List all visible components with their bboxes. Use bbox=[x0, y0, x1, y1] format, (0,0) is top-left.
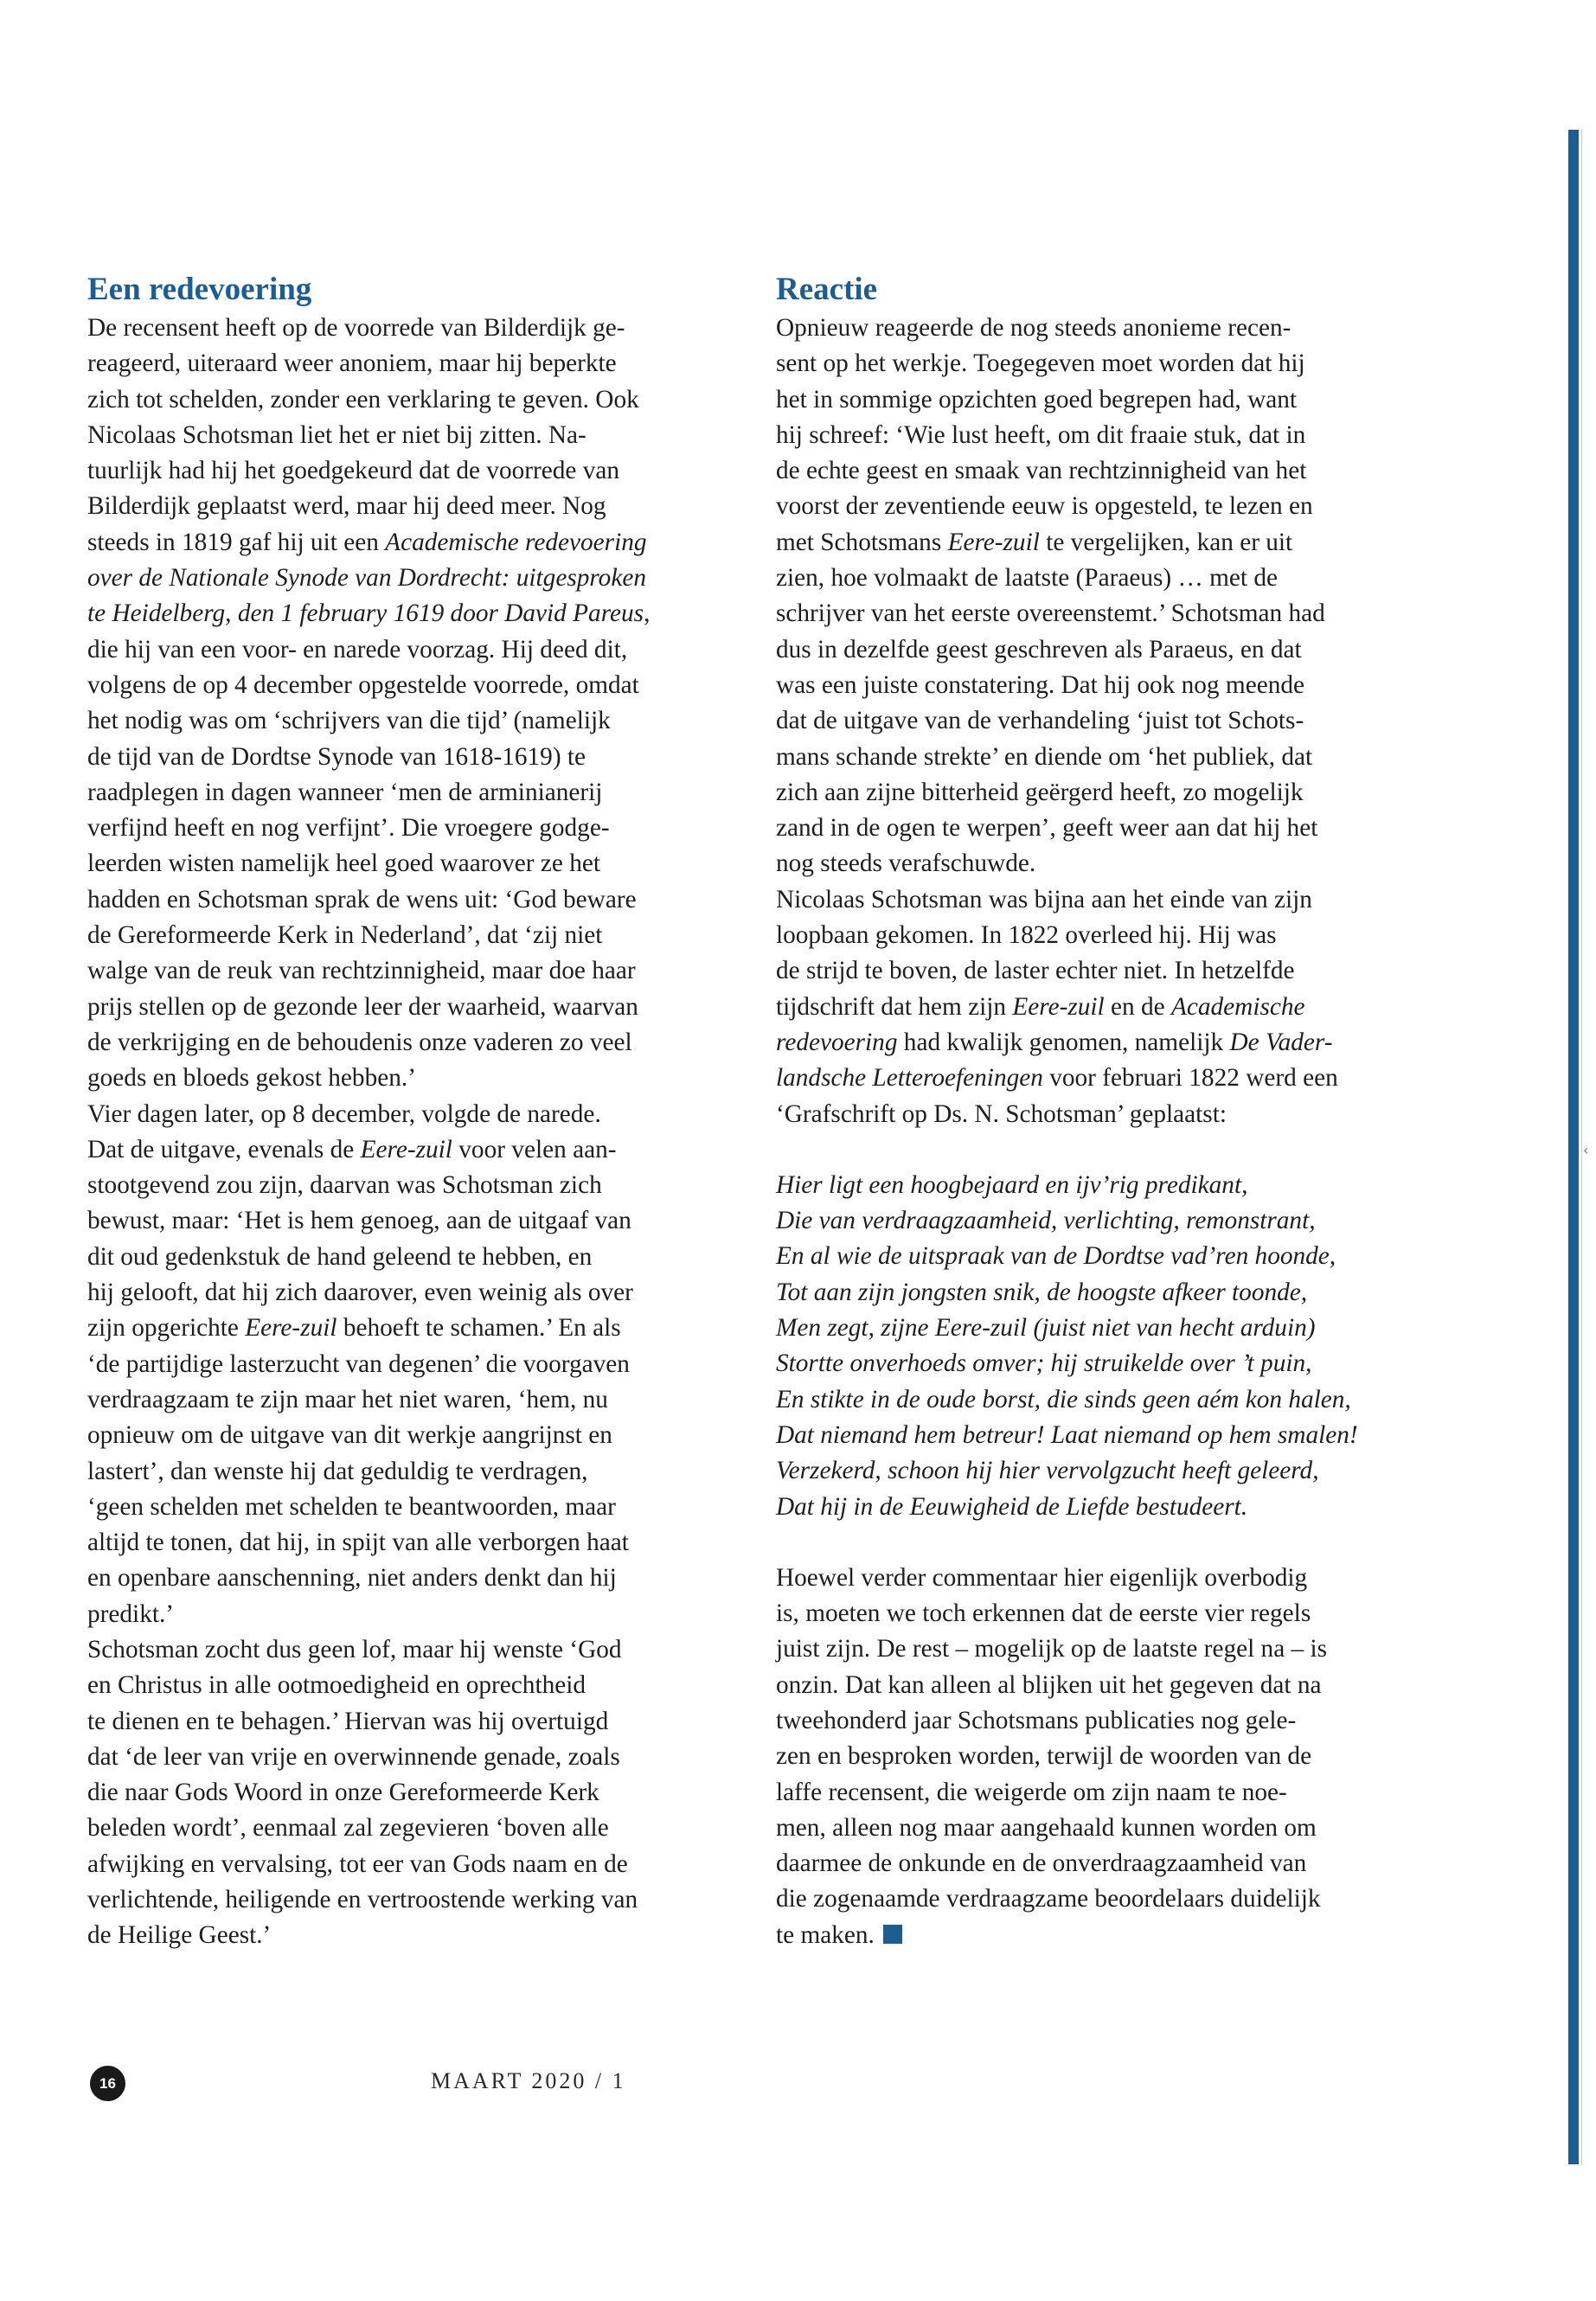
italic-title: Eere-zuil bbox=[1012, 992, 1105, 1021]
poem-line: Dat hij in de Eeuwigheid de Liefde bestudeert. bbox=[776, 1492, 1248, 1521]
text-line: hadden en Schotsman sprak de wens uit: ‘God beware bbox=[87, 885, 637, 913]
italic-title: Eere-zuil bbox=[947, 528, 1040, 556]
poem-line: Hier ligt een hoogbejaard en ijv’rig predikant, bbox=[776, 1170, 1248, 1199]
epitaph-poem bbox=[776, 1168, 1433, 1525]
text-fragment: voor velen aan- bbox=[452, 1135, 617, 1163]
text-line: juist zijn. De rest – mogelijk op de laatste regel na – is bbox=[776, 1635, 1328, 1663]
poem-line: En al wie de uitspraak van de Dordtse vad’ren hoonde, bbox=[776, 1242, 1336, 1271]
text-fragment: behoeft te schamen.’ En als bbox=[337, 1314, 621, 1343]
text-line: zand in de ogen te werpen’, geeft weer aan dat hij het bbox=[776, 814, 1318, 843]
text-line: en Christus in alle ootmoedigheid en oprechtheid bbox=[87, 1671, 586, 1700]
text-fragment: en de bbox=[1104, 992, 1171, 1021]
text-line bbox=[776, 525, 1433, 561]
italic-title: Eere-zuil bbox=[245, 1314, 337, 1343]
text-line: de echte geest en smaak van rechtzinnigheid van het bbox=[776, 457, 1307, 485]
page-edge-line bbox=[1581, 130, 1582, 2164]
left-column bbox=[87, 269, 745, 1954]
text-line: ‘Grafschrift op Ds. N. Schotsman’ geplaatst: bbox=[776, 1099, 1227, 1128]
text-line bbox=[776, 1918, 1433, 1953]
text-line: die zogenaamde verdraagzame beoordelaars duidelijk bbox=[776, 1885, 1321, 1913]
text-fragment: Dat de uitgave, evenals de bbox=[87, 1135, 361, 1163]
page-number-badge: 16 bbox=[90, 2066, 125, 2101]
text-line: onzin. Dat kan alleen al blijken uit het gegeven dat na bbox=[776, 1670, 1322, 1699]
text-fragment: te vergelijken, kan er uit bbox=[1039, 528, 1293, 556]
text-line: daarmee de onkunde en de onverdraagzaamheid van bbox=[776, 1849, 1307, 1878]
text-line: de tijd van de Dordtse Synode van 1618-1619) te bbox=[87, 742, 586, 771]
text-line: hij gelooft, dat hij zich daarover, even weinig als over bbox=[87, 1279, 633, 1307]
text-fragment: steeds in 1819 gaf hij uit een bbox=[87, 528, 386, 556]
spacer bbox=[776, 1525, 1433, 1561]
text-fragment: voor februari 1822 werd een bbox=[1042, 1064, 1338, 1093]
text-line: schrijver van het eerste overeenstemt.’ Schotsman had bbox=[776, 599, 1325, 628]
text-line: dat ‘de leer van vrije en overwinnende genade, zoals bbox=[87, 1742, 620, 1771]
text-line: loopbaan gekomen. In 1822 overleed hij. Hij was bbox=[776, 921, 1277, 950]
text-line: opnieuw om de uitgave van dit werkje aangrijnst en bbox=[87, 1421, 612, 1450]
text-line bbox=[776, 1061, 1433, 1096]
text-line bbox=[776, 1025, 1433, 1061]
text-line: beleden wordt’, eenmaal zal zegevieren ‘boven alle bbox=[87, 1814, 609, 1843]
text-line: tweehonderd jaar Schotsmans publicaties nog gele- bbox=[776, 1706, 1297, 1734]
poem-line: Men zegt, zijne Eere-zuil (juist niet van hecht arduin) bbox=[776, 1314, 1316, 1343]
text-line: zich aan zijne bitterheid geërgerd heeft, zo mogelijk bbox=[776, 778, 1304, 806]
italic-title: te Heidelberg, den 1 february 1619 door David Pareus bbox=[87, 599, 644, 628]
text-line: walge van de reuk van rechtzinnigheid, maar doe haar bbox=[87, 957, 636, 985]
italic-title: over de Nationale Synode van Dordrecht: uitgesproken bbox=[87, 564, 646, 593]
text-line: verlichtende, heiligende en vertroostende werking van bbox=[87, 1886, 638, 1914]
text-fragment: had kwalijk genomen, namelijk bbox=[897, 1028, 1230, 1056]
text-line: en openbare aanschenning, niet anders denkt dan hij bbox=[87, 1564, 617, 1593]
text-line: stootgevend zou zijn, daarvan was Schotsman zich bbox=[87, 1171, 602, 1200]
text-line: goeds en bloeds gekost hebben.’ bbox=[87, 1064, 416, 1093]
poem-line: En stikte in de oude borst, die sinds geen aém kon halen, bbox=[776, 1385, 1351, 1413]
text-line: was een juiste constatering. Dat hij ook nog meende bbox=[776, 670, 1305, 699]
text-fragment: te maken. bbox=[776, 1920, 875, 1949]
text-line bbox=[87, 561, 745, 596]
text-line: sent op het werkje. Toegegeven moet worden dat hij bbox=[776, 349, 1305, 378]
page-edge-bar bbox=[1568, 130, 1579, 2164]
text-line: dat de uitgave van de verhandeling ‘juist tot Schots- bbox=[776, 707, 1304, 735]
text-line: reageerd, uiteraard weer anoniem, maar hij beperkte bbox=[87, 349, 617, 378]
text-line: raadplegen in dagen wanneer ‘men de arminianerij bbox=[87, 778, 603, 806]
poem-line: Die van verdraagzaamheid, verlichting, remonstrant, bbox=[776, 1207, 1316, 1235]
text-fragment: zijn opgerichte bbox=[87, 1314, 246, 1343]
end-mark-icon bbox=[883, 1925, 902, 1944]
text-line: hij schreef: ‘Wie lust heeft, om dit fraaie stuk, dat in bbox=[776, 420, 1306, 449]
italic-title: Academische redevoering bbox=[385, 528, 647, 556]
text-line: de verkrijging en de behoudenis onze vaderen zo veel bbox=[87, 1028, 632, 1056]
text-line: volgens de op 4 december opgestelde voorrede, omdat bbox=[87, 670, 639, 699]
italic-title: redevoering bbox=[776, 1028, 898, 1056]
text-line: lastert’, dan wenste hij dat geduldig te verdragen, bbox=[87, 1457, 588, 1485]
text-line: de strijd te boven, de laster echter niet. In hetzelfde bbox=[776, 957, 1295, 985]
poem-line: Dat niemand hem betreur! Laat niemand op hem smalen! bbox=[776, 1420, 1358, 1449]
text-line: men, alleen nog maar aangehaald kunnen worden om bbox=[776, 1813, 1317, 1842]
poem-line: Stortte onverhoeds omver; hij struikelde over ’t puin, bbox=[776, 1349, 1312, 1378]
text-line: laffe recensent, die weigerde om zijn naam te noe- bbox=[776, 1778, 1287, 1806]
text-line: Nicolaas Schotsman liet het er niet bij zitten. Na- bbox=[87, 420, 586, 449]
text-line: ‘de partijdige lasterzucht van degenen’ die voorgaven bbox=[87, 1349, 630, 1378]
text-line: leerden wisten namelijk heel goed waarover ze het bbox=[87, 849, 600, 878]
text-line: die naar Gods Woord in onze Gereformeerde Kerk bbox=[87, 1779, 599, 1807]
text-line: mans schande strekte’ en diende om ‘het publiek, dat bbox=[776, 742, 1313, 771]
text-line: die hij van een voor- en narede voorzag. Hij deed dit, bbox=[87, 635, 628, 663]
text-fragment: tijdschrift dat hem zijn bbox=[776, 992, 1013, 1021]
text-line: verdraagzaam te zijn maar het niet waren, ‘hem, nu bbox=[87, 1385, 608, 1413]
section-heading-reactie: Reactie bbox=[776, 272, 878, 307]
section-heading-redevoering: Een redevoering bbox=[87, 272, 312, 307]
text-line: Bilderdijk geplaatst werd, maar hij deed meer. Nog bbox=[87, 492, 606, 521]
text-line bbox=[87, 1311, 745, 1346]
text-line: ‘geen schelden met schelden te beantwoorden, maar bbox=[87, 1492, 616, 1521]
italic-title: landsche Letteroefeningen bbox=[776, 1064, 1043, 1093]
text-line: nog steeds verafschuwde. bbox=[776, 849, 1036, 878]
text-line: is, moeten we toch erkennen dat de eerste vier regels bbox=[776, 1599, 1311, 1628]
text-line: bewust, maar: ‘Het is hem genoeg, aan de uitgaaf van bbox=[87, 1207, 631, 1235]
text-line: verfijnd heeft en nog verfijnt’. Die vroegere godge- bbox=[87, 814, 610, 843]
text-fragment: , bbox=[644, 599, 651, 628]
text-fragment: met Schotsmans bbox=[776, 528, 948, 556]
text-line: altijd te tonen, dat hij, in spijt van alle verborgen haat bbox=[87, 1529, 629, 1557]
text-line: Opnieuw reageerde de nog steeds anonieme recen- bbox=[776, 314, 1292, 342]
text-line bbox=[87, 596, 745, 631]
text-line: de Gereformeerde Kerk in Nederland’, dat ‘zij niet bbox=[87, 921, 603, 950]
italic-title: Academische bbox=[1170, 992, 1305, 1021]
text-line: predikt.’ bbox=[87, 1599, 175, 1628]
text-line: prijs stellen op de gezonde leer der waarheid, waarvan bbox=[87, 992, 638, 1021]
issue-label: MAART 2020 / 1 bbox=[431, 2068, 626, 2093]
spacer bbox=[776, 1132, 1433, 1168]
text-line: Nicolaas Schotsman was bijna aan het einde van zijn bbox=[776, 885, 1312, 913]
text-line: dit oud gedenkstuk de hand geleend te hebben, en bbox=[87, 1242, 593, 1271]
text-line: het in sommige opzichten goed begrepen had, want bbox=[776, 385, 1298, 413]
text-line: zich tot schelden, zonder een verklaring te geven. Ook bbox=[87, 385, 639, 413]
italic-title: De Vader- bbox=[1229, 1028, 1333, 1056]
text-line: Vier dagen later, op 8 december, volgde de narede. bbox=[87, 1099, 601, 1128]
text-line: te dienen en te behagen.’ Hiervan was hij overtuigd bbox=[87, 1707, 609, 1735]
text-line: afwijking en vervalsing, tot eer van Gods naam en de bbox=[87, 1849, 628, 1878]
right-column bbox=[776, 269, 1433, 1953]
text-line: zien, hoe volmaakt de laatste (Paraeus) … met de bbox=[776, 564, 1279, 593]
text-line: het nodig was om ‘schrijvers van die tijd’ (namelijk bbox=[87, 707, 611, 735]
poem-line: Verzekerd, schoon hij hier vervolgzucht heeft geleerd, bbox=[776, 1457, 1319, 1485]
text-line: de Heilige Geest.’ bbox=[87, 1921, 272, 1950]
italic-title: Eere-zuil bbox=[360, 1135, 452, 1163]
text-line: Hoewel verder commentaar hier eigenlijk overbodig bbox=[776, 1563, 1308, 1592]
text-line bbox=[87, 1132, 745, 1168]
text-line bbox=[87, 525, 745, 561]
text-line: dus in dezelfde geest geschreven als Paraeus, en dat bbox=[776, 635, 1302, 663]
text-line: zen en besproken worden, terwijl de woorden van de bbox=[776, 1742, 1312, 1771]
page-edge-mark-icon: ‹ bbox=[1583, 1142, 1589, 1158]
text-line: tuurlijk had hij het goedgekeurd dat de voorrede van bbox=[87, 457, 620, 485]
text-line: Schotsman zocht dus geen lof, maar hij wenste ‘God bbox=[87, 1635, 622, 1663]
text-line bbox=[776, 990, 1433, 1025]
text-line: voorst der zeventiende eeuw is opgesteld, te lezen en bbox=[776, 492, 1313, 521]
poem-line: Tot aan zijn jongsten snik, de hoogste afkeer toonde, bbox=[776, 1278, 1308, 1306]
text-line: De recensent heeft op de voorrede van Bilderdijk ge- bbox=[87, 314, 625, 342]
